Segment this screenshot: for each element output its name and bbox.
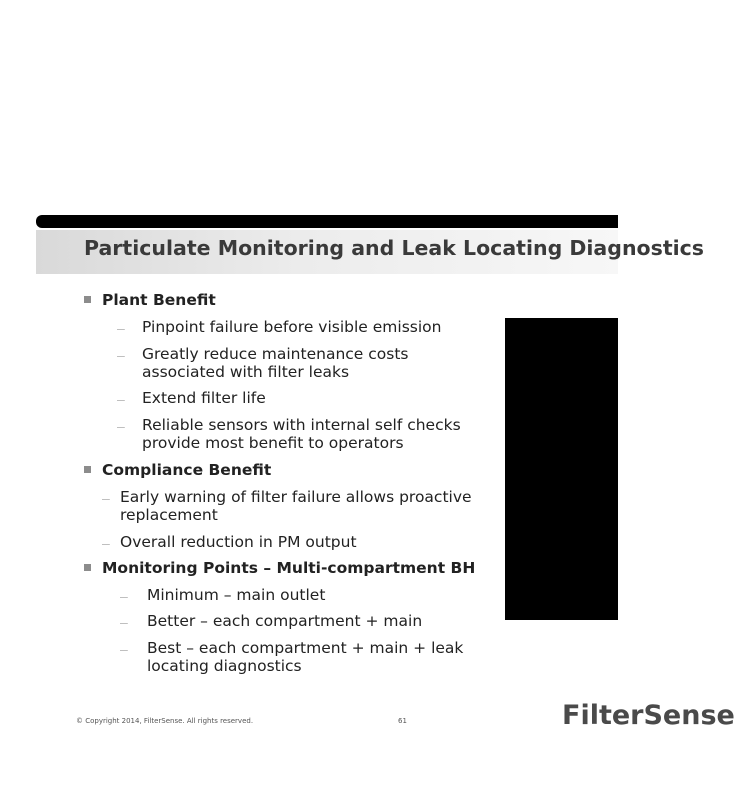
list-item: Minimum – main outlet	[147, 586, 326, 604]
bullet-label: Monitoring Points – Multi-compartment BH	[102, 559, 476, 577]
dash-icon: –	[117, 418, 125, 434]
dash-icon: –	[120, 614, 128, 630]
bullet-monitoring-points	[84, 559, 484, 577]
company-logo: FilterSense	[562, 700, 735, 731]
footer-page-number: 61	[398, 717, 407, 725]
dash-icon: –	[120, 588, 128, 604]
list-item: Best – each compartment + main + leak locating diagnostics	[147, 639, 464, 675]
square-bullet-icon	[84, 296, 91, 303]
dash-icon: –	[102, 535, 110, 551]
bullet-label: Plant Benefit	[102, 291, 216, 309]
list-item: Better – each compartment + main	[147, 612, 423, 630]
list-item: Overall reduction in PM output	[120, 533, 357, 551]
dash-icon: –	[102, 490, 110, 506]
list-item: Reliable sensors with internal self checks provide most benefit to operators	[142, 416, 461, 452]
footer-copyright: © Copyright 2014, FilterSense. All rights reserved.	[76, 717, 254, 725]
dash-icon: –	[117, 320, 125, 336]
bullet-plant-benefit	[84, 291, 484, 309]
dash-icon: –	[117, 391, 125, 407]
redacted-image-block	[505, 318, 618, 620]
dash-icon: –	[117, 347, 125, 363]
dash-icon: –	[120, 641, 128, 657]
slide-title: Particulate Monitoring and Leak Locating Diagnostics	[84, 236, 705, 260]
bullet-label: Compliance Benefit	[102, 461, 272, 479]
list-item: Extend filter life	[142, 389, 266, 407]
square-bullet-icon	[84, 564, 91, 571]
square-bullet-icon	[84, 466, 91, 473]
list-item: Greatly reduce maintenance costs associated with filter leaks	[142, 345, 409, 381]
list-item: Pinpoint failure before visible emission	[142, 318, 442, 336]
header-bar	[36, 215, 618, 228]
list-item: Early warning of filter failure allows proactive replacement	[120, 488, 472, 524]
bullet-compliance-benefit	[84, 461, 484, 479]
